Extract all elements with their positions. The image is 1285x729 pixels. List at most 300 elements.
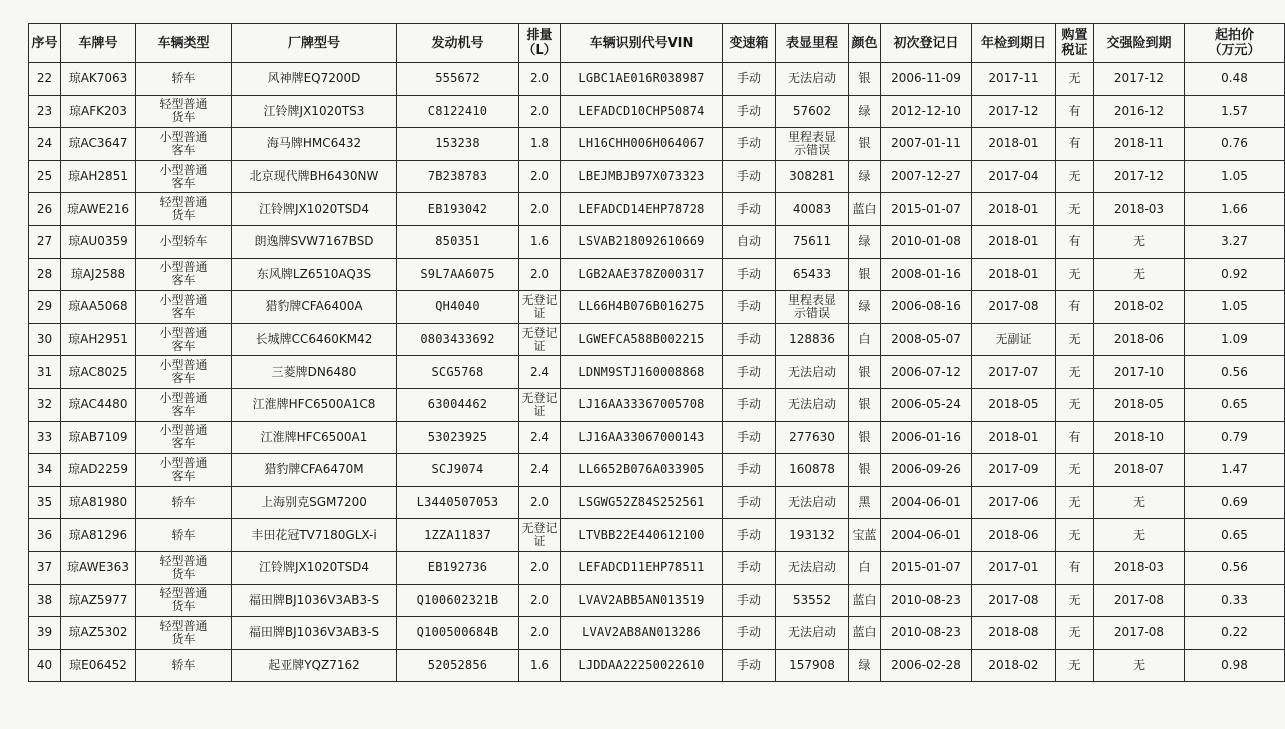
cell-starting-price: 3.27 <box>1185 225 1285 258</box>
table-row <box>29 649 1285 682</box>
cell-odometer: 无法启动 <box>776 388 849 421</box>
cell-odometer: 277630 <box>776 421 849 454</box>
cell-vin: LGBC1AE016R038987 <box>561 63 723 96</box>
cell-brand-model: 江铃牌JX1020TS3 <box>232 95 397 128</box>
cell-first-registration: 2015-01-07 <box>881 193 972 226</box>
cell-plate: 琼AD2259 <box>61 454 136 487</box>
cell-seq: 30 <box>29 323 61 356</box>
cell-plate: 琼AJ2588 <box>61 258 136 291</box>
vehicle-auction-table <box>28 23 1285 682</box>
cell-purchase-tax: 有 <box>1056 421 1094 454</box>
cell-color: 白 <box>849 323 881 356</box>
cell-vehicle-type: 轻型普通 货车 <box>136 551 232 584</box>
cell-vin: LL66H4B076B016275 <box>561 291 723 324</box>
cell-inspection-due: 2017-07 <box>972 356 1056 389</box>
table-row <box>29 225 1285 258</box>
cell-plate: 琼AH2951 <box>61 323 136 356</box>
cell-transmission: 手动 <box>723 193 776 226</box>
cell-insurance-due: 2018-03 <box>1094 193 1185 226</box>
cell-first-registration: 2010-08-23 <box>881 584 972 617</box>
cell-inspection-due: 2018-01 <box>972 421 1056 454</box>
cell-color: 黑 <box>849 486 881 519</box>
cell-purchase-tax: 无 <box>1056 388 1094 421</box>
cell-brand-model: 上海别克SGM7200 <box>232 486 397 519</box>
cell-color: 绿 <box>849 291 881 324</box>
cell-plate: 琼AWE363 <box>61 551 136 584</box>
cell-displacement: 2.0 <box>519 617 561 650</box>
cell-odometer: 308281 <box>776 160 849 193</box>
cell-vehicle-type: 小型普通 客车 <box>136 258 232 291</box>
cell-seq: 35 <box>29 486 61 519</box>
cell-vin: LH16CHH006H064067 <box>561 128 723 161</box>
cell-plate: 琼AH2851 <box>61 160 136 193</box>
cell-purchase-tax: 无 <box>1056 617 1094 650</box>
cell-color: 银 <box>849 454 881 487</box>
cell-insurance-due: 2017-08 <box>1094 584 1185 617</box>
table-row <box>29 454 1285 487</box>
cell-engine-no: SCJ9074 <box>397 454 519 487</box>
cell-transmission: 手动 <box>723 421 776 454</box>
cell-vin: LVAV2AB8AN013286 <box>561 617 723 650</box>
cell-starting-price: 0.48 <box>1185 63 1285 96</box>
cell-engine-no: 7B238783 <box>397 160 519 193</box>
cell-first-registration: 2004-06-01 <box>881 519 972 552</box>
cell-inspection-due: 2018-01 <box>972 193 1056 226</box>
cell-insurance-due: 2018-10 <box>1094 421 1185 454</box>
cell-vin: LJDDAA22250022610 <box>561 649 723 682</box>
cell-plate: 琼AFK203 <box>61 95 136 128</box>
cell-brand-model: 猎豹牌CFA6470M <box>232 454 397 487</box>
cell-seq: 34 <box>29 454 61 487</box>
cell-first-registration: 2006-11-09 <box>881 63 972 96</box>
cell-color: 蓝白 <box>849 617 881 650</box>
cell-transmission: 手动 <box>723 95 776 128</box>
table-row <box>29 421 1285 454</box>
cell-first-registration: 2006-08-16 <box>881 291 972 324</box>
cell-starting-price: 0.65 <box>1185 519 1285 552</box>
cell-vehicle-type: 轻型普通 货车 <box>136 95 232 128</box>
cell-first-registration: 2008-05-07 <box>881 323 972 356</box>
cell-displacement: 2.0 <box>519 584 561 617</box>
cell-seq: 28 <box>29 258 61 291</box>
cell-vin: LJ16AA33067000143 <box>561 421 723 454</box>
cell-starting-price: 1.05 <box>1185 160 1285 193</box>
cell-displacement: 无登记 证 <box>519 388 561 421</box>
cell-vehicle-type: 轻型普通 货车 <box>136 193 232 226</box>
cell-color: 银 <box>849 258 881 291</box>
cell-insurance-due: 无 <box>1094 519 1185 552</box>
cell-brand-model: 起亚牌YQZ7162 <box>232 649 397 682</box>
cell-displacement: 无登记 证 <box>519 519 561 552</box>
cell-vehicle-type: 轿车 <box>136 63 232 96</box>
cell-purchase-tax: 有 <box>1056 291 1094 324</box>
cell-insurance-due: 2018-03 <box>1094 551 1185 584</box>
cell-engine-no: SCG5768 <box>397 356 519 389</box>
cell-starting-price: 1.09 <box>1185 323 1285 356</box>
cell-transmission: 手动 <box>723 551 776 584</box>
cell-purchase-tax: 无 <box>1056 454 1094 487</box>
cell-color: 银 <box>849 421 881 454</box>
cell-engine-no: S9L7AA6075 <box>397 258 519 291</box>
cell-starting-price: 0.79 <box>1185 421 1285 454</box>
cell-inspection-due: 2017-08 <box>972 291 1056 324</box>
cell-odometer: 无法启动 <box>776 617 849 650</box>
cell-brand-model: 江淮牌HFC6500A1 <box>232 421 397 454</box>
cell-engine-no: 52052856 <box>397 649 519 682</box>
cell-engine-no: EB193042 <box>397 193 519 226</box>
cell-inspection-due: 2018-08 <box>972 617 1056 650</box>
cell-odometer: 无法启动 <box>776 551 849 584</box>
cell-color: 银 <box>849 128 881 161</box>
cell-displacement: 2.0 <box>519 160 561 193</box>
cell-vehicle-type: 小型普通 客车 <box>136 291 232 324</box>
header-engine-no: 发动机号 <box>397 24 519 63</box>
cell-purchase-tax: 有 <box>1056 225 1094 258</box>
cell-purchase-tax: 无 <box>1056 193 1094 226</box>
cell-color: 蓝白 <box>849 193 881 226</box>
cell-seq: 26 <box>29 193 61 226</box>
cell-first-registration: 2010-08-23 <box>881 617 972 650</box>
cell-plate: 琼AA5068 <box>61 291 136 324</box>
cell-color: 宝蓝 <box>849 519 881 552</box>
table-row <box>29 617 1285 650</box>
cell-color: 蓝白 <box>849 584 881 617</box>
cell-insurance-due: 无 <box>1094 486 1185 519</box>
cell-brand-model: 江淮牌HFC6500A1C8 <box>232 388 397 421</box>
header-first-registration: 初次登记日 <box>881 24 972 63</box>
header-plate: 车牌号 <box>61 24 136 63</box>
cell-plate: 琼AB7109 <box>61 421 136 454</box>
cell-transmission: 自动 <box>723 225 776 258</box>
cell-vehicle-type: 小型普通 客车 <box>136 128 232 161</box>
cell-displacement: 2.0 <box>519 63 561 96</box>
cell-odometer: 无法启动 <box>776 486 849 519</box>
cell-plate: 琼A81980 <box>61 486 136 519</box>
cell-transmission: 手动 <box>723 617 776 650</box>
cell-inspection-due: 2018-06 <box>972 519 1056 552</box>
cell-insurance-due: 2017-10 <box>1094 356 1185 389</box>
cell-color: 银 <box>849 63 881 96</box>
table-row <box>29 323 1285 356</box>
cell-transmission: 手动 <box>723 356 776 389</box>
cell-starting-price: 0.56 <box>1185 356 1285 389</box>
cell-plate: 琼AWE216 <box>61 193 136 226</box>
cell-vin: LEFADCD11EHP78511 <box>561 551 723 584</box>
cell-first-registration: 2006-09-26 <box>881 454 972 487</box>
cell-vin: LSVAB218092610669 <box>561 225 723 258</box>
cell-plate: 琼AU0359 <box>61 225 136 258</box>
cell-brand-model: 长城牌CC6460KM42 <box>232 323 397 356</box>
cell-seq: 38 <box>29 584 61 617</box>
cell-engine-no: 0803433692 <box>397 323 519 356</box>
cell-inspection-due: 2017-09 <box>972 454 1056 487</box>
cell-color: 绿 <box>849 649 881 682</box>
cell-odometer: 里程表显 示错误 <box>776 291 849 324</box>
cell-plate: 琼AC3647 <box>61 128 136 161</box>
cell-odometer: 128836 <box>776 323 849 356</box>
cell-seq: 24 <box>29 128 61 161</box>
cell-inspection-due: 2018-01 <box>972 128 1056 161</box>
cell-seq: 23 <box>29 95 61 128</box>
cell-starting-price: 1.66 <box>1185 193 1285 226</box>
cell-vehicle-type: 轻型普通 货车 <box>136 617 232 650</box>
cell-brand-model: 福田牌BJ1036V3AB3-S <box>232 584 397 617</box>
cell-displacement: 1.8 <box>519 128 561 161</box>
cell-odometer: 53552 <box>776 584 849 617</box>
table-row <box>29 551 1285 584</box>
cell-purchase-tax: 无 <box>1056 160 1094 193</box>
cell-starting-price: 0.92 <box>1185 258 1285 291</box>
cell-seq: 32 <box>29 388 61 421</box>
cell-engine-no: 1ZZA11837 <box>397 519 519 552</box>
cell-inspection-due: 2017-11 <box>972 63 1056 96</box>
cell-seq: 29 <box>29 291 61 324</box>
cell-vehicle-type: 小型普通 客车 <box>136 160 232 193</box>
cell-plate: 琼AK7063 <box>61 63 136 96</box>
cell-color: 白 <box>849 551 881 584</box>
table-row <box>29 356 1285 389</box>
cell-inspection-due: 2018-01 <box>972 225 1056 258</box>
cell-vehicle-type: 小型普通 客车 <box>136 323 232 356</box>
cell-brand-model: 朗逸牌SVW7167BSD <box>232 225 397 258</box>
cell-purchase-tax: 无 <box>1056 519 1094 552</box>
cell-first-registration: 2004-06-01 <box>881 486 972 519</box>
cell-engine-no: C8122410 <box>397 95 519 128</box>
cell-transmission: 手动 <box>723 63 776 96</box>
header-insurance-due: 交强险到期 <box>1094 24 1185 63</box>
cell-engine-no: Q100500684B <box>397 617 519 650</box>
cell-brand-model: 海马牌HMC6432 <box>232 128 397 161</box>
cell-first-registration: 2006-07-12 <box>881 356 972 389</box>
cell-engine-no: EB192736 <box>397 551 519 584</box>
cell-engine-no: Q100602321B <box>397 584 519 617</box>
cell-displacement: 2.4 <box>519 454 561 487</box>
cell-color: 银 <box>849 388 881 421</box>
cell-transmission: 手动 <box>723 160 776 193</box>
cell-odometer: 193132 <box>776 519 849 552</box>
cell-engine-no: 153238 <box>397 128 519 161</box>
cell-insurance-due: 2017-12 <box>1094 63 1185 96</box>
cell-insurance-due: 2018-11 <box>1094 128 1185 161</box>
cell-inspection-due: 2017-06 <box>972 486 1056 519</box>
cell-transmission: 手动 <box>723 584 776 617</box>
cell-displacement: 1.6 <box>519 649 561 682</box>
cell-vehicle-type: 小型普通 客车 <box>136 454 232 487</box>
cell-displacement: 2.0 <box>519 551 561 584</box>
cell-transmission: 手动 <box>723 128 776 161</box>
cell-odometer: 里程表显 示错误 <box>776 128 849 161</box>
cell-seq: 25 <box>29 160 61 193</box>
cell-color: 绿 <box>849 225 881 258</box>
cell-insurance-due: 2018-05 <box>1094 388 1185 421</box>
cell-odometer: 75611 <box>776 225 849 258</box>
header-row <box>29 24 1285 63</box>
table-body <box>29 63 1285 682</box>
cell-inspection-due: 2018-01 <box>972 258 1056 291</box>
cell-seq: 22 <box>29 63 61 96</box>
cell-purchase-tax: 无 <box>1056 584 1094 617</box>
cell-inspection-due: 2018-05 <box>972 388 1056 421</box>
cell-plate: 琼E06452 <box>61 649 136 682</box>
cell-purchase-tax: 无 <box>1056 258 1094 291</box>
cell-vin: LJ16AA33367005708 <box>561 388 723 421</box>
cell-first-registration: 2007-01-11 <box>881 128 972 161</box>
cell-vehicle-type: 小型轿车 <box>136 225 232 258</box>
cell-engine-no: 63004462 <box>397 388 519 421</box>
cell-purchase-tax: 有 <box>1056 128 1094 161</box>
cell-engine-no: 850351 <box>397 225 519 258</box>
table-row <box>29 388 1285 421</box>
cell-transmission: 手动 <box>723 388 776 421</box>
cell-inspection-due: 2017-04 <box>972 160 1056 193</box>
cell-insurance-due: 2018-06 <box>1094 323 1185 356</box>
cell-starting-price: 0.33 <box>1185 584 1285 617</box>
cell-starting-price: 0.98 <box>1185 649 1285 682</box>
header-vin: 车辆识别代号VIN <box>561 24 723 63</box>
cell-vehicle-type: 小型普通 客车 <box>136 356 232 389</box>
cell-transmission: 手动 <box>723 519 776 552</box>
cell-odometer: 157908 <box>776 649 849 682</box>
cell-insurance-due: 无 <box>1094 225 1185 258</box>
cell-vin: LVAV2ABB5AN013519 <box>561 584 723 617</box>
cell-plate: 琼AC4480 <box>61 388 136 421</box>
table-row <box>29 258 1285 291</box>
cell-purchase-tax: 无 <box>1056 486 1094 519</box>
cell-purchase-tax: 有 <box>1056 551 1094 584</box>
header-transmission: 变速箱 <box>723 24 776 63</box>
cell-seq: 33 <box>29 421 61 454</box>
header-odometer: 表显里程 <box>776 24 849 63</box>
table-header <box>29 24 1285 63</box>
cell-transmission: 手动 <box>723 649 776 682</box>
cell-odometer: 160878 <box>776 454 849 487</box>
cell-brand-model: 江铃牌JX1020TSD4 <box>232 193 397 226</box>
cell-transmission: 手动 <box>723 291 776 324</box>
cell-vehicle-type: 小型普通 客车 <box>136 388 232 421</box>
cell-first-registration: 2012-12-10 <box>881 95 972 128</box>
cell-insurance-due: 2018-07 <box>1094 454 1185 487</box>
cell-displacement: 2.0 <box>519 193 561 226</box>
cell-odometer: 40083 <box>776 193 849 226</box>
cell-vin: LEFADCD14EHP78728 <box>561 193 723 226</box>
cell-displacement: 无登记 证 <box>519 291 561 324</box>
cell-purchase-tax: 无 <box>1056 63 1094 96</box>
cell-vin: LBEJMBJB97X073323 <box>561 160 723 193</box>
cell-inspection-due: 无副证 <box>972 323 1056 356</box>
cell-odometer: 无法启动 <box>776 63 849 96</box>
cell-displacement: 2.4 <box>519 421 561 454</box>
cell-seq: 31 <box>29 356 61 389</box>
table-row <box>29 193 1285 226</box>
header-displacement: 排量 （L） <box>519 24 561 63</box>
cell-inspection-due: 2018-02 <box>972 649 1056 682</box>
cell-plate: 琼AZ5977 <box>61 584 136 617</box>
cell-first-registration: 2006-05-24 <box>881 388 972 421</box>
cell-vehicle-type: 轿车 <box>136 519 232 552</box>
cell-inspection-due: 2017-12 <box>972 95 1056 128</box>
cell-first-registration: 2006-01-16 <box>881 421 972 454</box>
header-brand-model: 厂牌型号 <box>232 24 397 63</box>
cell-purchase-tax: 无 <box>1056 356 1094 389</box>
cell-starting-price: 1.47 <box>1185 454 1285 487</box>
cell-engine-no: 555672 <box>397 63 519 96</box>
cell-odometer: 无法启动 <box>776 356 849 389</box>
table-row <box>29 291 1285 324</box>
cell-vin: LGB2AAE378Z000317 <box>561 258 723 291</box>
cell-first-registration: 2008-01-16 <box>881 258 972 291</box>
table-row <box>29 160 1285 193</box>
cell-vehicle-type: 轻型普通 货车 <box>136 584 232 617</box>
table-row <box>29 95 1285 128</box>
cell-inspection-due: 2017-08 <box>972 584 1056 617</box>
table-row <box>29 584 1285 617</box>
table-row <box>29 128 1285 161</box>
cell-plate: 琼AC8025 <box>61 356 136 389</box>
cell-first-registration: 2006-02-28 <box>881 649 972 682</box>
cell-first-registration: 2015-01-07 <box>881 551 972 584</box>
header-vehicle-type: 车辆类型 <box>136 24 232 63</box>
cell-first-registration: 2010-01-08 <box>881 225 972 258</box>
table-row <box>29 63 1285 96</box>
cell-insurance-due: 2017-08 <box>1094 617 1185 650</box>
cell-insurance-due: 2018-02 <box>1094 291 1185 324</box>
cell-seq: 36 <box>29 519 61 552</box>
cell-displacement: 2.4 <box>519 356 561 389</box>
cell-insurance-due: 2016-12 <box>1094 95 1185 128</box>
cell-transmission: 手动 <box>723 486 776 519</box>
cell-displacement: 无登记 证 <box>519 323 561 356</box>
cell-brand-model: 东风牌LZ6510AQ3S <box>232 258 397 291</box>
cell-brand-model: 三菱牌DN6480 <box>232 356 397 389</box>
cell-plate: 琼A81296 <box>61 519 136 552</box>
cell-transmission: 手动 <box>723 454 776 487</box>
cell-engine-no: 53023925 <box>397 421 519 454</box>
cell-displacement: 2.0 <box>519 95 561 128</box>
cell-displacement: 2.0 <box>519 486 561 519</box>
cell-vin: LEFADCD10CHP50874 <box>561 95 723 128</box>
cell-insurance-due: 无 <box>1094 258 1185 291</box>
table-row <box>29 486 1285 519</box>
cell-vin: LGWEFCA588B002215 <box>561 323 723 356</box>
header-seq: 序号 <box>29 24 61 63</box>
cell-color: 绿 <box>849 160 881 193</box>
cell-seq: 27 <box>29 225 61 258</box>
cell-vin: LDNM9STJ160008868 <box>561 356 723 389</box>
header-inspection-due: 年检到期日 <box>972 24 1056 63</box>
cell-brand-model: 风神牌EQ7200D <box>232 63 397 96</box>
cell-vehicle-type: 小型普通 客车 <box>136 421 232 454</box>
cell-odometer: 65433 <box>776 258 849 291</box>
cell-brand-model: 猎豹牌CFA6400A <box>232 291 397 324</box>
cell-seq: 40 <box>29 649 61 682</box>
cell-seq: 39 <box>29 617 61 650</box>
cell-vin: LL6652B076A033905 <box>561 454 723 487</box>
cell-inspection-due: 2017-01 <box>972 551 1056 584</box>
cell-starting-price: 0.56 <box>1185 551 1285 584</box>
cell-starting-price: 0.69 <box>1185 486 1285 519</box>
cell-purchase-tax: 无 <box>1056 649 1094 682</box>
cell-starting-price: 0.65 <box>1185 388 1285 421</box>
cell-insurance-due: 无 <box>1094 649 1185 682</box>
table-row <box>29 519 1285 552</box>
cell-starting-price: 0.22 <box>1185 617 1285 650</box>
cell-starting-price: 1.57 <box>1185 95 1285 128</box>
cell-displacement: 1.6 <box>519 225 561 258</box>
cell-plate: 琼AZ5302 <box>61 617 136 650</box>
cell-engine-no: L3440507053 <box>397 486 519 519</box>
cell-vehicle-type: 轿车 <box>136 649 232 682</box>
cell-vin: LTVBB22E440612100 <box>561 519 723 552</box>
